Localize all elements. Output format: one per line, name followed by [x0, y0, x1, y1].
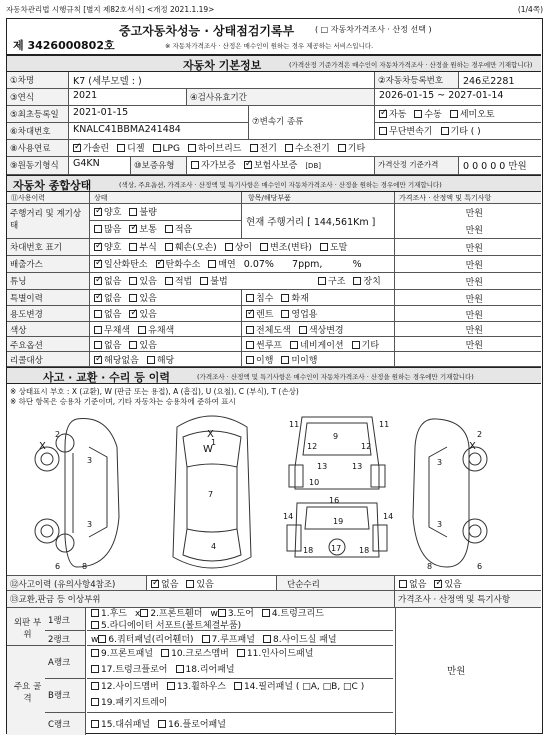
left-side-view [35, 419, 119, 567]
trans-checkbox-auto[interactable] [379, 110, 387, 118]
mileage-checkbox-good[interactable] [94, 208, 102, 216]
basic-info-header [7, 55, 541, 72]
front-view [289, 417, 385, 489]
usage-checkbox-none[interactable] [94, 310, 102, 318]
inspection-record-sheet [6, 18, 543, 734]
regno-label: ②자동차등록번호 [375, 72, 459, 88]
vin-checkbox-damage[interactable] [165, 243, 173, 251]
part-number: 3 [87, 456, 93, 465]
accident-history-row: ⑫사고이력 (유의사항4참조) ✓ 없음 있음 단순수리 없음 ✓ 있음 [7, 575, 541, 591]
mileage-current: 현재 주행거리 [ 144,561Km ] [242, 204, 395, 238]
trans-options-row1: ✓자동 수동 세미오토 [375, 106, 541, 122]
part-number: 19 [333, 517, 344, 526]
basic-info-title: 자동차 기본정보 [183, 59, 262, 72]
model-value: K7 (세부모델 : ) [69, 72, 375, 88]
part-checkbox-trunk-lid[interactable] [262, 609, 270, 617]
mileage-checkbox-low[interactable] [165, 225, 173, 233]
part-checkbox-rear-panel[interactable] [176, 665, 184, 673]
part-checkbox-radiator-support[interactable] [91, 621, 99, 629]
part-number: 17 [331, 544, 342, 553]
document-header [7, 19, 541, 55]
fuel-checkbox-lpg[interactable] [153, 144, 161, 152]
color-checkbox-chromatic[interactable] [138, 326, 146, 334]
overall-row-emission: 배출가스 ✓ 일산화탄소 ✓ 탄화수소 매연 0.07% 7ppm, % 만원 [7, 256, 541, 273]
part-number: 1 [211, 438, 217, 447]
guarantee-checkbox-self[interactable] [191, 161, 199, 169]
vin-value: KNALC41BBMA241484 [69, 123, 249, 139]
overall-row-tuning: 튜닝 ✓ 없음 있음 적법 불법 구조 장치 만원 [7, 273, 541, 290]
form-reference [6, 4, 543, 16]
repair-checkbox-yes[interactable] [434, 580, 442, 588]
trans-checkbox-cvt[interactable] [379, 127, 387, 135]
part-checkbox-side-member[interactable] [91, 682, 99, 690]
overall-row-vin: 차대번호 표기 ✓ 양호 부식 훼손(오손) 상이 변조(변타) 도말 만원 [7, 239, 541, 256]
color-checkbox-achromatic[interactable] [94, 326, 102, 334]
trans-checkbox-manual[interactable] [414, 110, 422, 118]
part-number: 11 [289, 420, 300, 429]
document-note: ※ 자동차가격조사 · 산정은 매수인이 원하는 경우 제공하는 서비스입니다. [165, 42, 374, 50]
vin-label: ⑥차대번호 [7, 123, 69, 139]
year-label: ③연식 [7, 89, 69, 105]
part-checkbox-pillar-panel[interactable] [234, 682, 242, 690]
part-checkbox-trunk-floor[interactable] [91, 665, 99, 673]
mileage-checkbox-bad[interactable] [129, 208, 137, 216]
vin-checkbox-good[interactable] [94, 243, 102, 251]
price-service-option[interactable]: ( □ 자동차가격조사 · 산정 선택 ) [315, 25, 432, 34]
regno-value: 246로2281 [463, 76, 515, 87]
part-number: 3 [87, 520, 93, 529]
part-number: 4 [211, 542, 217, 551]
part-number: 8 [82, 562, 88, 571]
options-checkbox-yes[interactable] [129, 341, 137, 349]
options-checkbox-etc[interactable] [352, 341, 360, 349]
part-number: 2 [55, 430, 61, 439]
form-reference-left: 자동차관리법 시행규칙 [별지 제82호서식] <개정 2021.1.19> [6, 5, 215, 14]
motor-value: G4KN [69, 157, 131, 174]
trans-label: ⑦변속기 종류 [249, 106, 375, 140]
guarantee-options: 자가보증 ✓ 보험사보증 [DB] [187, 157, 375, 174]
overall-row-history: 특별이력 ✓ 없음 있음 침수 화재 만원 [7, 290, 541, 306]
mark-w-hood: W [203, 444, 213, 455]
part-checkbox-package-tray[interactable] [91, 698, 99, 706]
part-number: 12 [361, 442, 372, 451]
fuel-checkbox-diesel[interactable] [117, 144, 125, 152]
part-checkbox-side-sill[interactable] [263, 635, 271, 643]
document-title: 중고자동차성능 · 상태점검기록부 [119, 24, 295, 38]
part-checkbox-floor-panel[interactable] [158, 720, 166, 728]
mileage-checkbox-normal[interactable] [129, 225, 137, 233]
part-checkbox-wheel-house[interactable] [167, 682, 175, 690]
overall-row-usage: 용도변경 없음 ✓ 있음 ✓ 렌트 영업용 만원 [7, 306, 541, 322]
trans-checkbox-semi[interactable] [450, 110, 458, 118]
accident-title: 사고 · 교환 · 수리 등 이력 [43, 371, 170, 384]
vin-checkbox-diff[interactable] [225, 243, 233, 251]
part-checkbox-cross-member[interactable] [161, 649, 169, 657]
usage-checkbox-rent[interactable] [246, 310, 254, 318]
vin-checkbox-corrosion[interactable] [129, 243, 137, 251]
firstreg-value: 2021-01-15 [69, 106, 249, 122]
recall-checkbox-notdone[interactable] [281, 356, 289, 364]
part-number: 6 [477, 562, 483, 571]
part-number: 7 [208, 490, 214, 499]
part-number: 10 [309, 478, 320, 487]
part-number: 9 [333, 432, 339, 441]
exchange-header-row: ⑬교환,판금 등 이상부위 가격조사 · 산정액 및 특기사항 [7, 591, 541, 608]
basic-row-fuel [7, 140, 541, 157]
overall-note: (색상, 주요옵션, 가격조사 · 산정액 및 특기사항은 매수인이 자동차가격조사 · 산정을 원하는 경우에만 기재합니다) [119, 181, 442, 189]
exchange-parts-grid: 외판 부위 주요 골격 1랭크 1.후드 x 2.프론트휀더 w 3.도어 4.트렁크리드 5.라디에이터 서포트(볼트체결부품) 2랭크 w 6.쿼터패널(리어휀더) 7.루프패널 8.사이드실 패널 A랭크 9.프론트패널 10.크로스멤버 11.인사이드패널 17.트렁크플로어 18.리어패널 B랭크 12.사이드멤버 13.휠하우스 14.필러패널 ( □A, □B, □C ) 19.패키지트레이 C랭크 15.대쉬패널 16.플로어패널 만원 [7, 608, 541, 735]
fuel-checkbox-hybrid[interactable] [188, 144, 196, 152]
part-number: 11 [379, 420, 390, 429]
mark-x-left-fender: X [39, 441, 46, 452]
overall-row-mileage: 주행거리 및 계기상태 ✓양호 불량 많음 ✓ 보통 적음 현재 주행거리 [ 144,561Km ] 만원 만원 [7, 204, 541, 239]
vin-checkbox-altered[interactable] [260, 243, 268, 251]
color-checkbox-colorchange[interactable] [299, 326, 307, 334]
fuel-checkbox-electric[interactable] [250, 144, 258, 152]
basic-row-model [7, 72, 541, 89]
overall-title: 자동차 종합상태 [13, 179, 92, 192]
accident-checkbox-none[interactable] [151, 580, 159, 588]
part-number: 13 [317, 462, 328, 471]
part-number: 12 [307, 442, 318, 451]
fuel-checkbox-gasoline[interactable] [73, 144, 81, 152]
fuel-checkbox-hydrogen[interactable] [285, 144, 293, 152]
overall-row-recall: 리콜대상 ✓ 해당없음 해당 이행 미이행 [7, 352, 541, 367]
tuning-checkbox-illegal[interactable] [200, 277, 208, 285]
tuning-checkbox-none[interactable] [94, 277, 102, 285]
accident-legend: ※ 상태표시 부호 : X (교환), W (판금 또는 용접), A (흠집), U (요철), C (부식), T (손상) [10, 387, 299, 396]
warranty-value: 2026-01-15 ~ 2027-01-14 [379, 90, 504, 101]
trans-checkbox-etc[interactable] [441, 127, 449, 135]
firstreg-label: ⑤최초등록일 [7, 106, 69, 122]
part-checkbox-front-fender[interactable] [140, 609, 148, 617]
vin-checkbox-painted[interactable] [320, 243, 328, 251]
part-checkbox-hood[interactable] [91, 609, 99, 617]
overall-header [7, 175, 541, 192]
part-checkbox-front-panel[interactable] [91, 649, 99, 657]
part-number: 18 [359, 546, 370, 555]
fuel-label: ⑧사용연료 [7, 140, 69, 156]
overall-row-options: 주요옵션 없음 있음 썬루프 네비게이션 기타 만원 [7, 337, 541, 352]
model-label: ①차명 [7, 72, 69, 88]
mileage-checkbox-high[interactable] [94, 225, 102, 233]
guarantee-checkbox-insurance[interactable] [244, 161, 252, 169]
tuning-checkbox-device[interactable] [353, 277, 361, 285]
accident-note: (가격조사 · 산정액 및 특기사항은 매수인이 자동차가격조사 · 산정을 원하는 경우에만 기재합니다) [197, 373, 474, 381]
part-number: 18 [303, 546, 314, 555]
emission-values: 0.07% 7ppm, % [243, 259, 362, 270]
history-checkbox-yes[interactable] [129, 294, 137, 302]
part-checkbox-quarter-panel[interactable] [98, 635, 106, 643]
basic-info-note: (가격산정 기준가격은 매수인이 자동차가격조사 · 산정을 원하는 경우에만 기재합니다) [289, 61, 533, 69]
part-number: 3 [437, 458, 443, 467]
part-number: 8 [427, 562, 433, 571]
price-base-value: 0 0 0 0 0 만원 [463, 161, 527, 172]
guarantee-label: ⑩보증유형 [131, 157, 187, 174]
part-number: 16 [329, 496, 340, 505]
recall-checkbox-na[interactable] [94, 356, 102, 364]
fuel-options: ✓ 가솔린 디젤 LPG 하이브리드 전기 수소전기 기타 [69, 140, 541, 156]
part-checkbox-dash-panel[interactable] [91, 720, 99, 728]
basic-row-firstreg [7, 106, 541, 127]
part-number: 14 [283, 512, 294, 521]
history-checkbox-none[interactable] [94, 294, 102, 302]
warranty-label: ④검사유효기간 [187, 89, 375, 105]
page-indicator: (1/4쪽) [517, 5, 543, 14]
tuning-checkbox-yes[interactable] [129, 277, 137, 285]
accident-header [7, 367, 541, 384]
part-number: 3 [437, 520, 443, 529]
fuel-checkbox-etc[interactable] [338, 144, 346, 152]
part-number: 6 [55, 562, 61, 571]
recall-checkbox-yes[interactable] [147, 356, 155, 364]
right-side-view [413, 419, 487, 567]
part-checkbox-door[interactable] [218, 609, 226, 617]
document-number: 제 3426000802호 [13, 39, 115, 52]
tuning-checkbox-structure[interactable] [318, 277, 326, 285]
accident-checkbox-yes[interactable] [186, 580, 194, 588]
emission-checkbox-co[interactable] [94, 260, 102, 268]
accident-legend-note: ※ 하단 항목은 승용차 기준이며, 기타 자동차는 승용차에 준하여 표시 [10, 397, 236, 406]
usage-checkbox-yes[interactable] [129, 310, 137, 318]
usage-checkbox-business[interactable] [281, 310, 289, 318]
options-checkbox-none[interactable] [94, 341, 102, 349]
part-checkbox-inside-panel[interactable] [237, 649, 245, 657]
trans-options-row2: 무단변속기 기타 ( ) [375, 123, 541, 139]
emission-checkbox-smoke[interactable] [208, 260, 216, 268]
part-number: 14 [383, 512, 394, 521]
history-checkbox-flood[interactable] [246, 294, 254, 302]
price-base-label: 가격산정 기준가격 [375, 157, 459, 174]
overall-column-header: ⑪사용이력 상태 항목/해당부품 가격조사 · 산정액 및 특기사항 [7, 192, 541, 204]
emission-checkbox-hc[interactable] [156, 260, 164, 268]
basic-row-vin [7, 123, 541, 140]
year-value: 2021 [69, 89, 187, 105]
recall-checkbox-done[interactable] [246, 356, 254, 364]
car-diagram [7, 407, 541, 575]
motor-label: ⑨원동기형식 [7, 157, 69, 174]
color-checkbox-fullpaint[interactable] [246, 326, 254, 334]
overall-row-color: 색상 무채색 유채색 전체도색 색상변경 만원 [7, 322, 541, 337]
basic-row-motor [7, 157, 541, 175]
mark-x-hood: X [207, 429, 214, 440]
history-checkbox-fire[interactable] [281, 294, 289, 302]
part-checkbox-roof[interactable] [202, 635, 210, 643]
tuning-checkbox-legal[interactable] [165, 277, 173, 285]
repair-checkbox-none[interactable] [399, 580, 407, 588]
options-checkbox-navi[interactable] [290, 341, 298, 349]
mark-x-right-fender: X [469, 441, 476, 452]
part-number: 2 [477, 430, 483, 439]
part-number: 13 [352, 462, 363, 471]
exchange-price-unit: 만원 [447, 666, 466, 677]
basic-row-year [7, 89, 541, 106]
options-checkbox-sunroof[interactable] [246, 341, 254, 349]
